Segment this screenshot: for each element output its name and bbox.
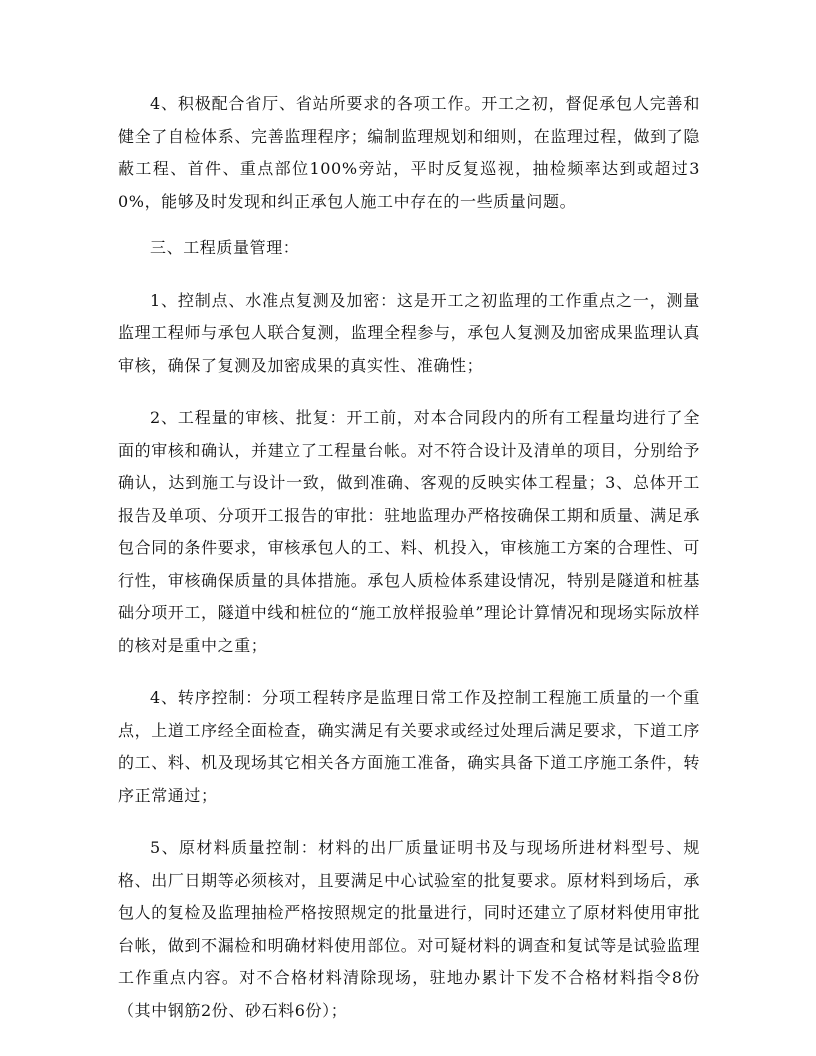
section-heading-quality-management: 三、工程质量管理： [150,238,300,257]
paragraph-process-transfer-control: 4、转序控制：分项工程转序是监理日常工作及控制工程施工质量的一个重点，上道工序经全面检查，确实满足有关要求或经过处理后满足要求，下道工序的工、料、机及现场其它相关各方面施工准备，确实具备下道工序施工条件，转序正常通过； [118,688,700,805]
paragraph-material-quality-control: 5、原材料质量控制：材料的出厂质量证明书及与现场所进材料型号、规格、出厂日期等必须核对，且要满足中心试验室的批复要求。原材料到场后，承包人的复检及监理抽检严格按照规定的批量进行，同时还建立了原材料使用审批台帐，做到不漏检和明确材料使用部位。对可疑材料的调查和复试等是试验监理工作重点内容。对不合格材料清除现场，驻地办累计下发不合格材料指令8份（其中钢筋2份、砂石料6份）； [118,838,700,1020]
paragraph-control-point-survey: 1、控制点、水准点复测及加密：这是开工之初监理的工作重点之一，测量监理工程师与承包人联合复测，监理全程参与，承包人复测及加密成果监理认真审核，确保了复测及加密成果的真实性、准确性； [118,290,700,375]
paragraph-quantity-review: 2、工程量的审核、批复：开工前，对本合同段内的所有工程量均进行了全面的审核和确认，并建立了工程量台帐。对不符合设计及清单的项目，分别给予确认，达到施工与设计一致，做到准确、客观的反映实体工程量；3、总体开工报告及单项、分项开工报告的审批：驻地监理办严格按确保工期和质量、满足承包合同的条件要求，审核承包人的工、料、机投入，审核施工方案的合理性、可行性，审核确保质量的具体措施。承包人质检体系建设情况，特别是隧道和桩基础分项开工，隧道中线和桩位的“施工放样报验单”理论计算情况和现场实际放样的核对是重中之重； [118,408,700,655]
paragraph-cooperation-work: 4、积极配合省厅、省站所要求的各项工作。开工之初，督促承包人完善和健全了自检体系、完善监理程序；编制监理规划和细则，在监理过程，做到了隐蔽工程、首件、重点部位100%旁站，平时反复巡视，抽检频率达到或超过30%，能够及时发现和纠正承包人施工中存在的一些质量问题。 [118,94,700,211]
document-body [118,88,700,1027]
